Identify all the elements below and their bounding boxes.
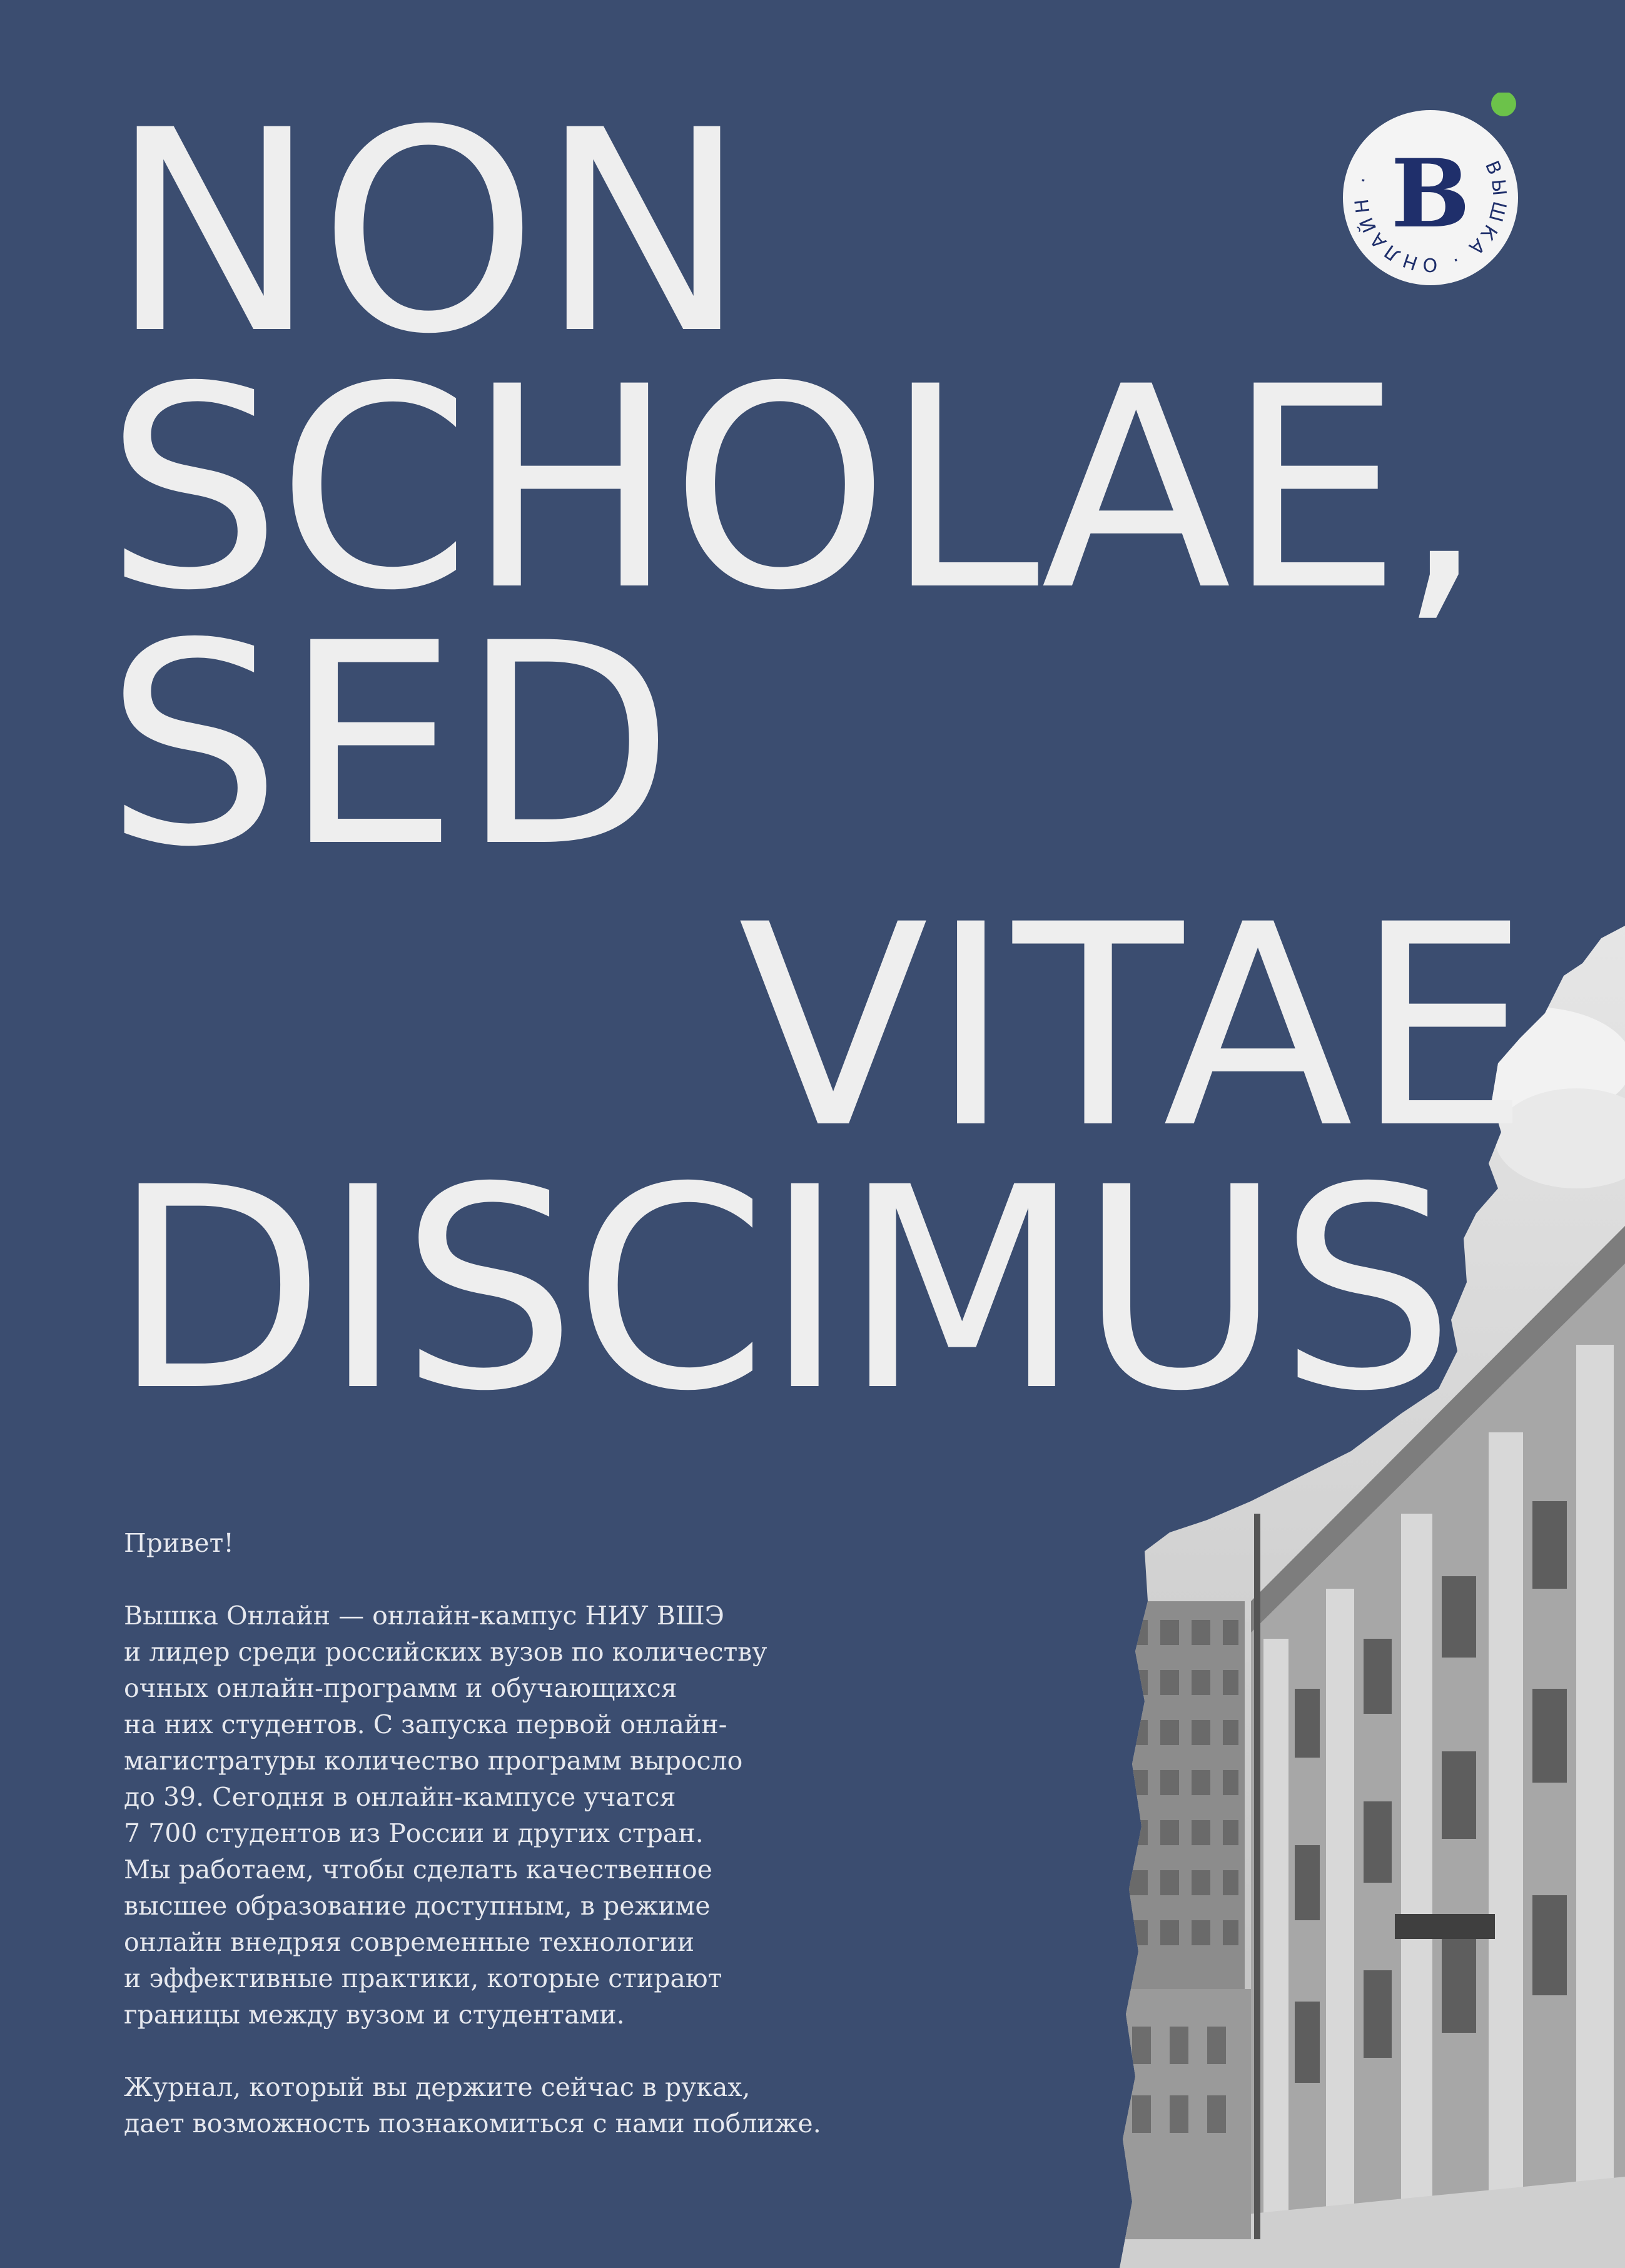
intro-line: очных онлайн-программ и обучающихся (124, 1673, 677, 1703)
headline-line-scholae: SCHOLAE, (105, 327, 1481, 651)
headline-line-discimus: DISCIMUS (111, 1128, 1452, 1452)
svg-text:В: В (1390, 139, 1471, 249)
intro-line: онлайн внедряя современные технологии (124, 1927, 695, 1957)
intro-line: и эффективные практики, которые стирают (124, 1963, 722, 1993)
intro-line: высшее образование доступным, в режиме (124, 1891, 711, 1921)
intro-line: границы между вузом и студентами. (124, 2000, 625, 2030)
intro-line: 7 700 студентов из России и других стран. (124, 1818, 704, 1848)
intro-line: магистратуры количество программ выросло (124, 1746, 743, 1776)
intro-paragraph (124, 1597, 937, 2033)
svg-text:ВЫШКА · ОНЛАЙН ·: ВЫШКА · ОНЛАЙН · (1350, 158, 1511, 276)
closing-line: Журнал, который вы держите сейчас в руках, (124, 2072, 751, 2102)
intro-text (124, 1525, 937, 2142)
greeting: Привет! (124, 1528, 234, 1558)
headline-line-vitae: VITAE (738, 865, 1532, 1189)
closing-line: дает возможность познакомиться с нами поближе. (124, 2109, 821, 2139)
intro-line: Вышка Онлайн — онлайн-кампус НИУ ВШЭ (124, 1601, 724, 1631)
closing-paragraph (124, 2069, 937, 2142)
intro-line: и лидер среди российских вузов по количеству (124, 1637, 767, 1667)
intro-line: на них студентов. С запуска первой онлайн- (124, 1709, 727, 1739)
headline-line-sed: SED (105, 584, 676, 908)
intro-line: Мы работаем, чтобы сделать качественное (124, 1855, 712, 1885)
headline-line-non: NON (109, 71, 749, 395)
vyshka-online-logo (1327, 93, 1534, 299)
intro-line: до 39. Сегодня в онлайн-кампусе учатся (124, 1782, 676, 1812)
